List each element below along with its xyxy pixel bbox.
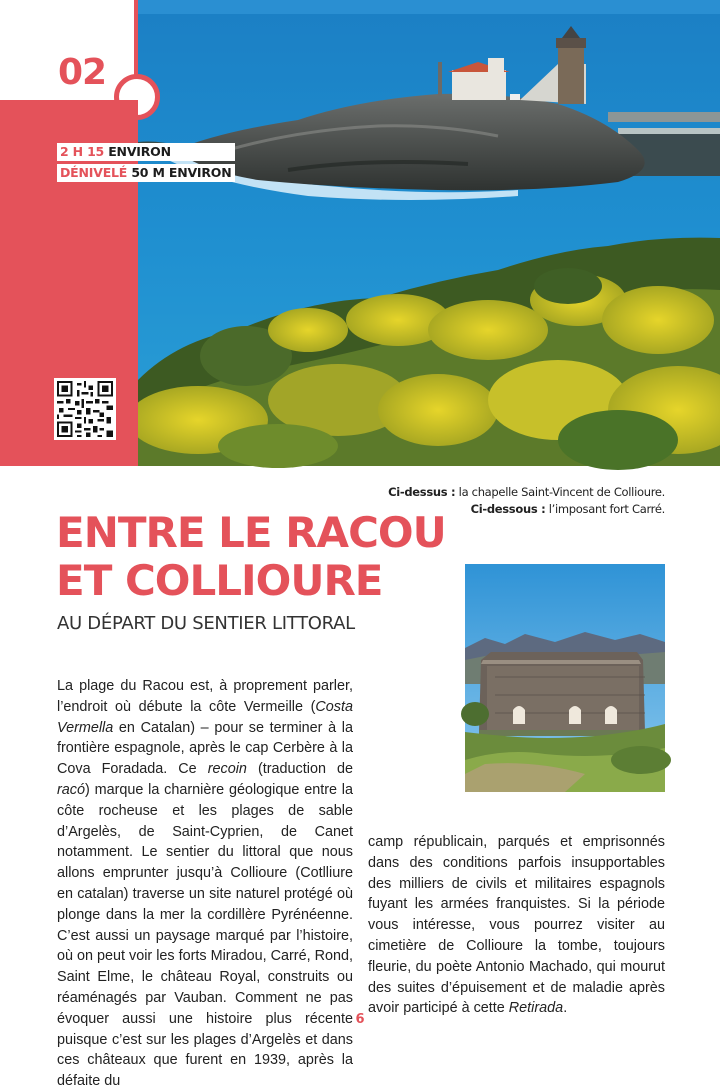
duration-badge: 2 H 15 ENVIRON [57, 143, 235, 161]
qr-code-icon[interactable] [54, 378, 116, 440]
route-info [57, 143, 235, 185]
hero-photo-chapelle-saint-vincent [138, 0, 720, 466]
body-column-1: La plage du Racou est, à proprement parler, l’endroit où débute la côte Vermeille (Costa Vermella en Catalan) – pour se terminer à la frontière espagnole, après le cap Cerbère à la Cova Foradada. Ce recoin (traduction de racó) marque la charnière géologique entre la côte rocheuse et les plages de sable d’Argelès, de Saint-Cyprien, de Canet notamment. Le sentier du littoral que nous allons emprunter jusqu’à Collioure (Cotlliure en catalan) traverse un site naturel protégé où plonge dans la mer la cordillère Pyrénéenne. C’est aussi un paysage marqué par l’histoire, où on peut voir les forts Miradou, Carré, Rond, Saint Elme, le château Royal, construits ou réaménagés par Vauban. Comment ne pas évoquer aussi une histoire plus récente puisque c’est sur les plages d’Argelès et dans ces châteaux que furent en 1939, après la défaite du [57, 678, 353, 1090]
route-number: 02 [58, 52, 107, 93]
page-subtitle: AU DÉPART DU SENTIER LITTORAL [57, 613, 355, 634]
caption-below: Ci-dessous : l’imposant fort Carré. [470, 502, 665, 516]
body-column-2: camp républicain, parqués et emprisonnés dans des conditions parfois insupportables des milliers de civils et militaires espagnols fuyant les armées franquistes. Si la période vous intéresse, vous pourrez visiter au cimetière de Collioure la tombe, toujours fleurie, du poète Antonio Machado, qui mourut des suites d’épuisement et de maladie après avoir participé à cette Retirada. [368, 834, 665, 1017]
marker-line [134, 0, 138, 78]
page-number: 6 [355, 1012, 365, 1027]
hero-section [0, 0, 720, 466]
elevation-badge: DÉNIVELÉ 50 M ENVIRON [57, 164, 235, 182]
fort-carre-photo [465, 564, 665, 792]
caption-above: Ci-dessus : la chapelle Saint-Vincent de Collioure. [388, 485, 665, 499]
page-title: ENTRE LE RACOU ET COLLIOURE [56, 508, 446, 605]
